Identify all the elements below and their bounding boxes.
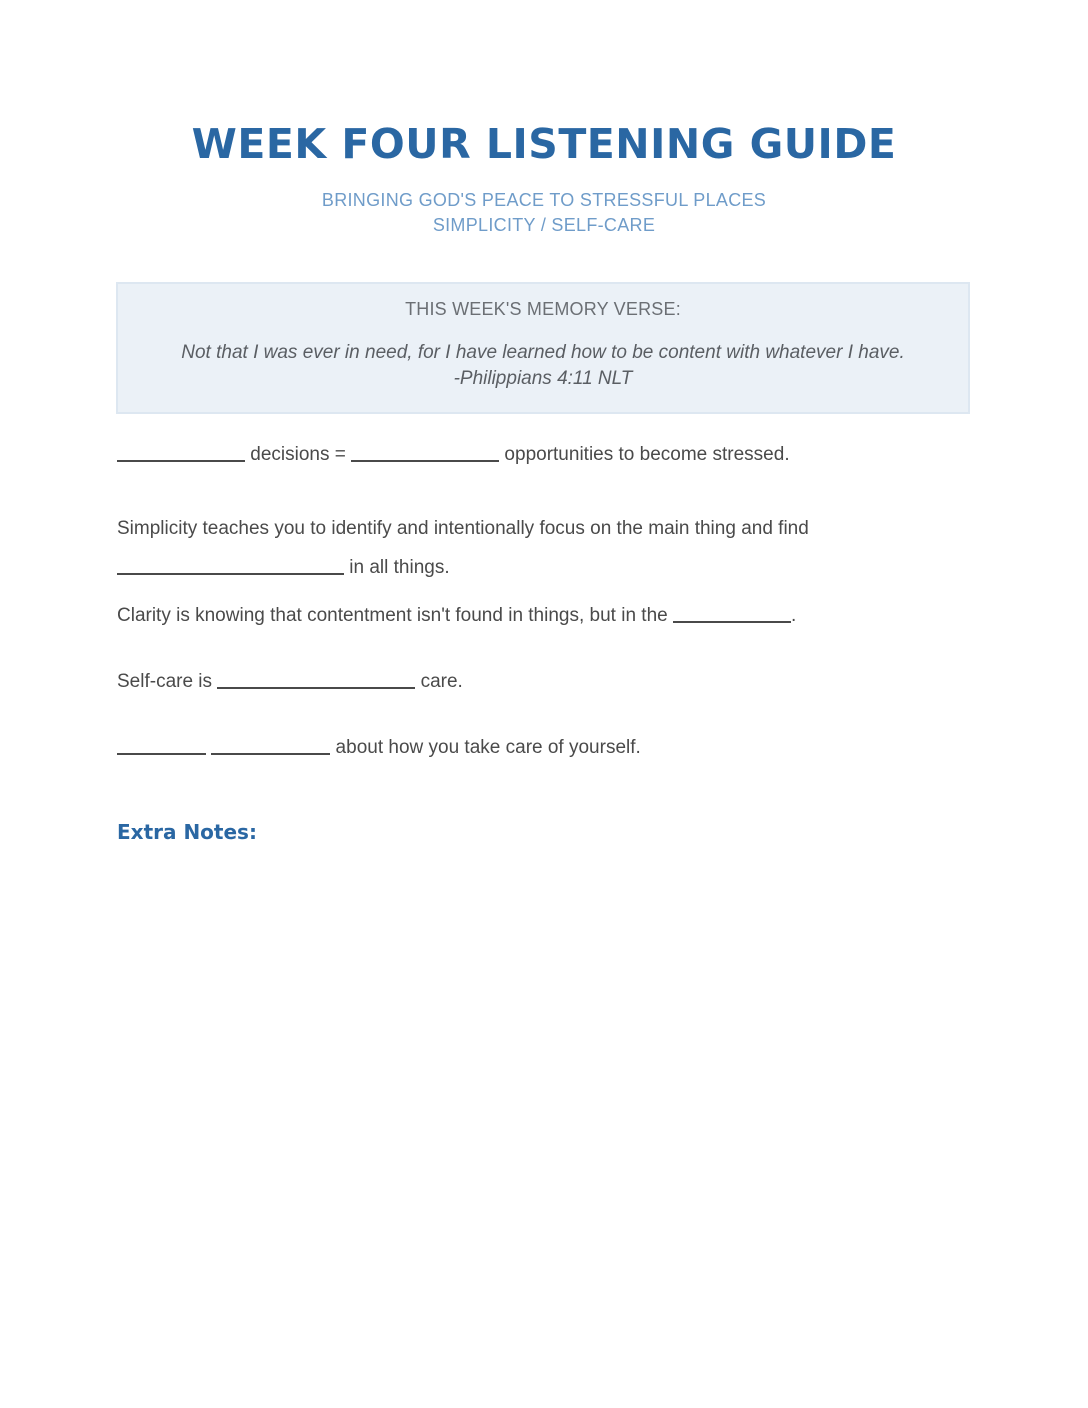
fill-in-blank[interactable] (117, 557, 344, 575)
page-title: WEEK FOUR LISTENING GUIDE (191, 120, 897, 168)
fill-in-line-yourself (117, 735, 641, 761)
fill-in-line-clarity (117, 603, 796, 629)
fill-in-text: about how you take care of yourself. (330, 737, 641, 758)
subtitle-topic: SIMPLICITY / SELF-CARE (432, 215, 656, 235)
fill-in-line-decisions (117, 442, 790, 468)
fill-in-text: opportunities to become stressed. (499, 444, 790, 465)
fill-in-blank[interactable] (673, 605, 791, 623)
fill-in-line-simplicity-cont (117, 555, 450, 581)
fill-in-blank[interactable] (117, 444, 245, 462)
fill-in-text: . (791, 605, 797, 626)
memory-verse-body (118, 340, 968, 392)
fill-in-text: in all things. (344, 557, 450, 578)
fill-in-text: Self-care is (117, 671, 218, 692)
memory-verse-reference: -Philippians 4:11 NLT (453, 368, 633, 389)
subtitle-series: BRINGING GOD'S PEACE TO STRESSFUL PLACES (321, 190, 767, 210)
memory-verse-heading: THIS WEEK'S MEMORY VERSE: (405, 299, 681, 319)
fill-in-text: decisions = (245, 444, 352, 465)
fill-in-text: Simplicity teaches you to identify and intentionally focus on the main thing and find (117, 518, 809, 539)
memory-verse-box (116, 282, 970, 414)
fill-in-line-self-care (117, 669, 463, 695)
fill-in-blank[interactable] (217, 671, 415, 689)
fill-in-blank[interactable] (211, 737, 330, 755)
fill-in-blank[interactable] (351, 444, 499, 462)
fill-in-blank[interactable] (117, 737, 206, 755)
fill-in-line-simplicity (117, 516, 809, 542)
extra-notes-heading: Extra Notes: (117, 820, 257, 844)
memory-verse-text: Not that I was ever in need, for I have learned how to be content with whatever I have. (181, 342, 905, 363)
fill-in-text: care. (415, 671, 463, 692)
fill-in-text: Clarity is knowing that contentment isn't found in things, but in the (117, 605, 673, 626)
